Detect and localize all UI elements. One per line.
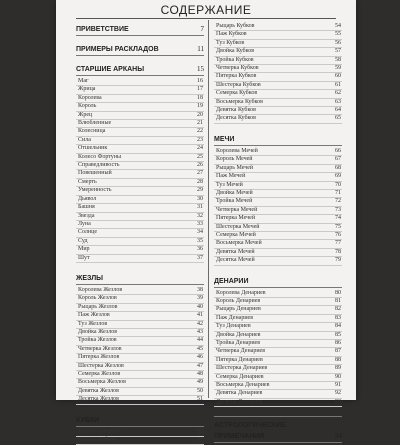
toc-entry[interactable] [214,48,342,56]
toc-entry-page: 27 [197,170,203,177]
toc-entry-page: 48 [197,371,203,377]
toc-entry-page: 82 [335,306,341,313]
toc-entry-label: Король Жезлов [78,295,117,302]
section-heading: СТАРШИЕ АРКАНЫ [76,66,145,73]
toc-section-link[interactable] [214,133,342,144]
section-divider [214,442,342,443]
toc-entry-label: Башня [78,204,95,211]
toc-entry[interactable] [214,115,342,123]
toc-entry[interactable] [76,321,204,329]
toc-entry-label: Шестерка Кубков [216,81,261,88]
toc-right-column [214,20,342,445]
toc-entry-page: 60 [335,73,341,80]
toc-entry-label: Солнце [78,229,98,236]
title-divider [76,18,336,19]
toc-entry[interactable] [214,198,342,206]
toc-entry-label: Умеренность [78,187,112,194]
toc-entry[interactable] [76,213,204,221]
toc-entry-label: Четверка Денариев [216,348,266,355]
toc-entry[interactable] [214,348,342,356]
toc-entry[interactable] [76,363,204,371]
section-heading: ПРИМЕРЫ РАСКЛАДОВ [76,46,159,53]
toc-entry-page: 58 [335,56,341,63]
toc-entry-label: Король Кубков [78,437,116,444]
section-divider [76,426,204,427]
toc-entry[interactable] [214,365,342,373]
toc-entry-label: Паж Жезлов [78,312,110,319]
toc-entry-label: Семерка Мечей [216,231,256,238]
section-divider [76,75,204,76]
toc-list [76,429,204,445]
toc-entry[interactable] [214,240,342,248]
toc-entry-page: 74 [335,215,341,222]
toc-entry-page: 76 [335,231,341,238]
toc-entry[interactable] [76,429,204,437]
toc-entry-page: 16 [197,78,203,84]
toc-entry-page: 44 [197,337,203,344]
toc-entry-page: 59 [335,65,341,72]
toc-entry-page: 75 [335,223,341,230]
toc-entry-label: Рыцарь Мечей [216,164,254,171]
toc-entry-label: Рыцарь Денариев [216,306,261,313]
toc-section-cups [76,414,204,445]
toc-entry-page: 64 [335,107,341,114]
toc-entry[interactable] [76,86,204,94]
toc-entry[interactable] [76,154,204,162]
toc-entry-page: 45 [197,345,203,352]
toc-entry[interactable] [76,337,204,345]
toc-entry-page: 32 [197,212,203,219]
toc-entry-label: Паж Денариев [216,314,254,321]
toc-entry-page: 34 [197,229,203,236]
toc-entry-page: 42 [197,320,203,327]
page-title: СОДЕРЖАНИЕ [160,3,252,17]
section-divider [76,55,204,56]
toc-entry-label: Пятерка Мечей [216,215,256,222]
toc-entry-page: 36 [197,246,203,253]
toc-entry-label: Десятка Жезлов [78,396,120,403]
toc-entry-label: Королева Кубков [78,428,122,435]
page-number: 15 [197,65,204,73]
toc-section-wands [76,272,204,405]
toc-entry-page: 43 [197,328,203,335]
toc-entry-label: Шестерка Жезлов [78,362,124,369]
toc-entry[interactable] [76,95,204,103]
toc-entry[interactable] [76,179,204,187]
toc-entry[interactable] [214,390,342,398]
toc-entry-page: 39 [197,295,203,302]
toc-entry[interactable] [214,399,342,407]
toc-entry-label: Отшельник [78,145,108,152]
toc-entry-page: 93 [335,398,341,405]
toc-entry-label: Двойка Денариев [216,331,261,338]
toc-entry[interactable] [214,182,342,190]
toc-entry-label: Пятерка Денариев [216,356,263,363]
toc-entry[interactable] [76,346,204,354]
toc-entry[interactable] [76,238,204,246]
toc-entry-label: Маг [78,78,89,84]
toc-entry[interactable] [214,290,342,298]
toc-entry-label: Двойка Жезлов [78,328,118,335]
toc-entry-label: Дьявол [78,195,97,202]
toc-entry-page: 49 [197,379,203,386]
toc-entry-label: Королева Денариев [216,289,266,296]
toc-entry-label: Рыцарь Жезлов [78,303,118,310]
toc-entry[interactable] [76,120,204,128]
toc-entry-label: Четверка Мечей [216,206,258,213]
toc-entry-page: 78 [335,248,341,255]
toc-entry-label: Суд [78,237,88,244]
toc-entry-page: 38 [197,286,203,293]
toc-entry-label: Колесница [78,128,106,135]
toc-entry-label: Королева Мечей [216,147,258,154]
toc-entry-label: Луна [78,220,91,227]
toc-entry-page: 85 [335,331,341,338]
toc-entry[interactable] [76,187,204,195]
toc-entry-label: Двойка Кубков [216,48,255,55]
toc-entry-label: Девятка Жезлов [78,387,119,394]
toc-entry-page: 73 [335,206,341,213]
toc-list [214,148,342,266]
toc-entry-label: Паж Кубков [216,31,247,38]
toc-entry-label: Восьмерка Мечей [216,240,262,247]
page-number: 11 [197,45,204,53]
section-divider [214,287,342,288]
toc-entry-label: Шут [78,254,90,261]
toc-entry[interactable] [76,112,204,120]
toc-entry-page: 37 [197,254,203,261]
section-divider [76,284,204,285]
toc-entry-page: 51 [197,396,203,403]
toc-entry-label: Тройка Денариев [216,340,261,346]
section-heading: КУБКИ [76,416,100,424]
toc-list [214,23,342,124]
toc-entry-label: Пятерка Жезлов [78,354,120,361]
toc-section-greeting[interactable] [76,23,204,36]
toc-entry-label: Двойка Мечей [216,189,253,196]
toc-entry[interactable] [214,173,342,181]
toc-entry-page: 56 [335,39,341,46]
toc-entry[interactable] [214,165,342,173]
toc-entry-page: 91 [335,382,341,389]
section-divider [76,35,204,36]
toc-entry-label: Тройка Жезлов [78,337,117,344]
toc-entry[interactable] [76,246,204,254]
toc-entry-page: 54 [335,23,341,29]
toc-entry-label: Десятка Мечей [216,257,255,264]
toc-entry-label: Шестерка Мечей [216,223,260,230]
toc-entry-label: Туз Кубков [216,39,245,46]
toc-entry-label: Восьмерка Жезлов [78,379,127,386]
toc-entry[interactable] [76,379,204,387]
toc-entry-label: Мир [78,246,90,253]
toc-entry[interactable] [76,295,204,303]
toc-section-link[interactable] [76,414,204,425]
toc-entry-page: 30 [197,195,203,202]
toc-entry-label: Звезда [78,212,95,219]
toc-entry-page: 87 [335,348,341,355]
toc-entry[interactable] [214,207,342,215]
toc-entry[interactable] [214,382,342,390]
toc-entry-label: Паж Мечей [216,173,246,180]
toc-entry-label: Жрец [78,111,93,118]
toc-entry[interactable] [76,255,204,263]
toc-entry[interactable] [214,306,342,314]
section-divider [214,416,342,417]
toc-section-link[interactable] [76,63,204,74]
toc-entry-label: Тройка Мечей [216,198,253,205]
toc-entry-label: Семерка Кубков [216,90,258,97]
section-heading: ПРИМЕЧАНИЯ [214,433,265,441]
toc-entry-page: 53 [197,437,203,444]
toc-section-link[interactable] [214,275,342,286]
toc-entry-page: 70 [335,181,341,188]
toc-entry-page: 46 [197,354,203,361]
toc-entry-page: 35 [197,237,203,244]
section-heading: ЖЕЗЛЫ [76,274,103,282]
toc-entry-page: 23 [197,136,203,143]
toc-entry-page: 65 [335,115,341,122]
toc-entry[interactable] [76,437,204,445]
toc-entry-page: 20 [197,111,203,118]
toc-entry-label: Четверка Кубков [216,65,259,72]
toc-entry-label: Шестерка Денариев [216,365,268,372]
page-number: 94 [335,432,342,441]
toc-entry[interactable] [76,196,204,204]
toc-section-swords [214,133,342,266]
toc-entry[interactable] [76,78,204,86]
toc-entry-label: Сила [78,136,91,143]
toc-entry[interactable] [76,221,204,229]
toc-entry-page: 69 [335,173,341,180]
section-heading: МЕЧИ [214,135,235,143]
toc-entry-label: Девятка Денариев [216,390,263,397]
toc-entry[interactable] [76,304,204,312]
toc-entry-page: 80 [335,289,341,296]
toc-entry[interactable] [76,396,204,404]
toc-entry-label: Девятка Кубков [216,107,256,114]
toc-section-astrology[interactable] [214,416,342,443]
toc-entry-label: Король [78,103,97,110]
toc-entry[interactable] [214,374,342,382]
toc-entry-label: Туз Денариев [216,323,251,330]
section-divider [214,145,342,146]
toc-entry-page: 55 [335,31,341,38]
toc-entry[interactable] [214,215,342,223]
toc-entry[interactable] [76,388,204,396]
toc-entry-page: 89 [335,365,341,372]
toc-entry[interactable] [214,357,342,365]
toc-entry-label: Влюбленные [78,120,112,127]
toc-entry[interactable] [214,40,342,48]
toc-entry-page: 88 [335,356,341,363]
toc-entry-page: 19 [197,103,203,110]
toc-entry[interactable] [214,315,342,323]
toc-entry-label: Королева Жезлов [78,286,123,293]
toc-entry[interactable] [214,90,342,98]
toc-entry-label: Семерка Жезлов [78,371,121,377]
toc-entry[interactable] [76,354,204,362]
toc-entry-page: 52 [197,428,203,435]
toc-entry-label: Четверка Жезлов [78,345,122,352]
toc-entry[interactable] [76,145,204,153]
toc-entry-label: Десятка Денариев [216,398,263,405]
toc-left-column [76,20,204,445]
toc-entry[interactable] [76,128,204,136]
toc-entry-page: 29 [197,187,203,194]
toc-entry-page: 90 [335,373,341,380]
toc-entry-page: 72 [335,198,341,205]
toc-entry-label: Справедливость [78,162,120,169]
toc-entry-page: 31 [197,204,203,211]
toc-entry-page: 41 [197,312,203,319]
toc-entry-page: 68 [335,164,341,171]
toc-entry[interactable] [214,73,342,81]
toc-entry[interactable] [76,371,204,379]
toc-entry-page: 28 [197,178,203,185]
section-heading: ПРИВЕТСТВИЕ [76,26,129,33]
toc-list [76,287,204,405]
toc-entry[interactable] [214,323,342,331]
toc-entry-page: 66 [335,147,341,154]
toc-entry-page: 18 [197,94,203,101]
toc-section-cups-continued [214,23,342,124]
toc-entry-page: 21 [197,120,203,127]
toc-entry-label: Тройка Кубков [216,56,254,63]
page-number: 7 [200,25,204,33]
toc-entry[interactable] [76,204,204,212]
toc-entry-page: 57 [335,48,341,55]
toc-entry[interactable] [76,170,204,178]
toc-entry-label: Колесо Фортуны [78,153,122,160]
toc-entry-page: 25 [197,153,203,160]
toc-section-link[interactable] [76,272,204,283]
toc-entry[interactable] [214,249,342,257]
toc-entry-label: Рыцарь Кубков [216,23,255,29]
toc-entry-page: 92 [335,390,341,397]
toc-entry-page: 63 [335,98,341,105]
section-heading: АСТРОЛОГИЧЕСКИЕ [214,422,286,430]
toc-entry-label: Туз Мечей [216,181,243,188]
toc-entry-page: 33 [197,220,203,227]
toc-section-examples[interactable] [76,43,204,56]
toc-list [76,78,204,263]
toc-entry[interactable] [214,332,342,340]
toc-entry[interactable] [214,31,342,39]
toc-entry-page: 62 [335,90,341,97]
section-heading: ДЕНАРИИ [214,277,249,285]
toc-entry-page: 84 [335,323,341,330]
toc-entry-page: 81 [335,297,341,304]
toc-section-pentacles [214,275,342,408]
book-page [56,0,356,444]
toc-entry-page: 24 [197,145,203,152]
toc-entry-label: Туз Жезлов [78,320,108,327]
toc-entry-label: Королева [78,94,102,101]
toc-entry[interactable] [214,224,342,232]
toc-entry-page: 22 [197,128,203,135]
toc-entry-page: 17 [197,86,203,93]
toc-entry-page: 50 [197,387,203,394]
toc-entry[interactable] [76,287,204,295]
toc-entry-label: Король Денариев [216,297,261,304]
toc-list [214,290,342,408]
toc-section-major-arcana [76,63,204,263]
toc-entry[interactable] [76,103,204,111]
toc-entry-page: 40 [197,303,203,310]
toc-entry-page: 86 [335,340,341,346]
toc-entry[interactable] [76,137,204,145]
toc-entry[interactable] [214,298,342,306]
toc-entry-label: Король Мечей [216,156,253,163]
toc-entry-label: Повешенный [78,170,112,177]
toc-entry[interactable] [214,257,342,265]
toc-entry-page: 79 [335,257,341,264]
toc-entry[interactable] [76,229,204,237]
toc-entry-page: 71 [335,189,341,196]
toc-entry-page: 47 [197,362,203,369]
toc-entry-page: 61 [335,81,341,88]
toc-entry-label: Жрица [78,86,96,93]
toc-entry-page: 67 [335,156,341,163]
toc-entry-page: 83 [335,314,341,321]
toc-entry-page: 77 [335,240,341,247]
toc-entry-label: Восьмерка Денариев [216,382,270,389]
toc-entry-label: Десятка Кубков [216,115,256,122]
toc-entry-label: Восьмерка Кубков [216,98,263,105]
toc-entry[interactable] [214,156,342,164]
toc-entry[interactable] [214,340,342,348]
toc-entry-page: 26 [197,162,203,169]
toc-entry-label: Девятка Мечей [216,248,255,255]
toc-entry-label: Семерка Денариев [216,373,264,380]
toc-entry[interactable] [214,57,342,65]
toc-entry[interactable] [76,312,204,320]
toc-entry-label: Смерть [78,178,97,185]
toc-entry[interactable] [214,99,342,107]
toc-entry[interactable] [214,82,342,90]
toc-entry-label: Пятерка Кубков [216,73,257,80]
